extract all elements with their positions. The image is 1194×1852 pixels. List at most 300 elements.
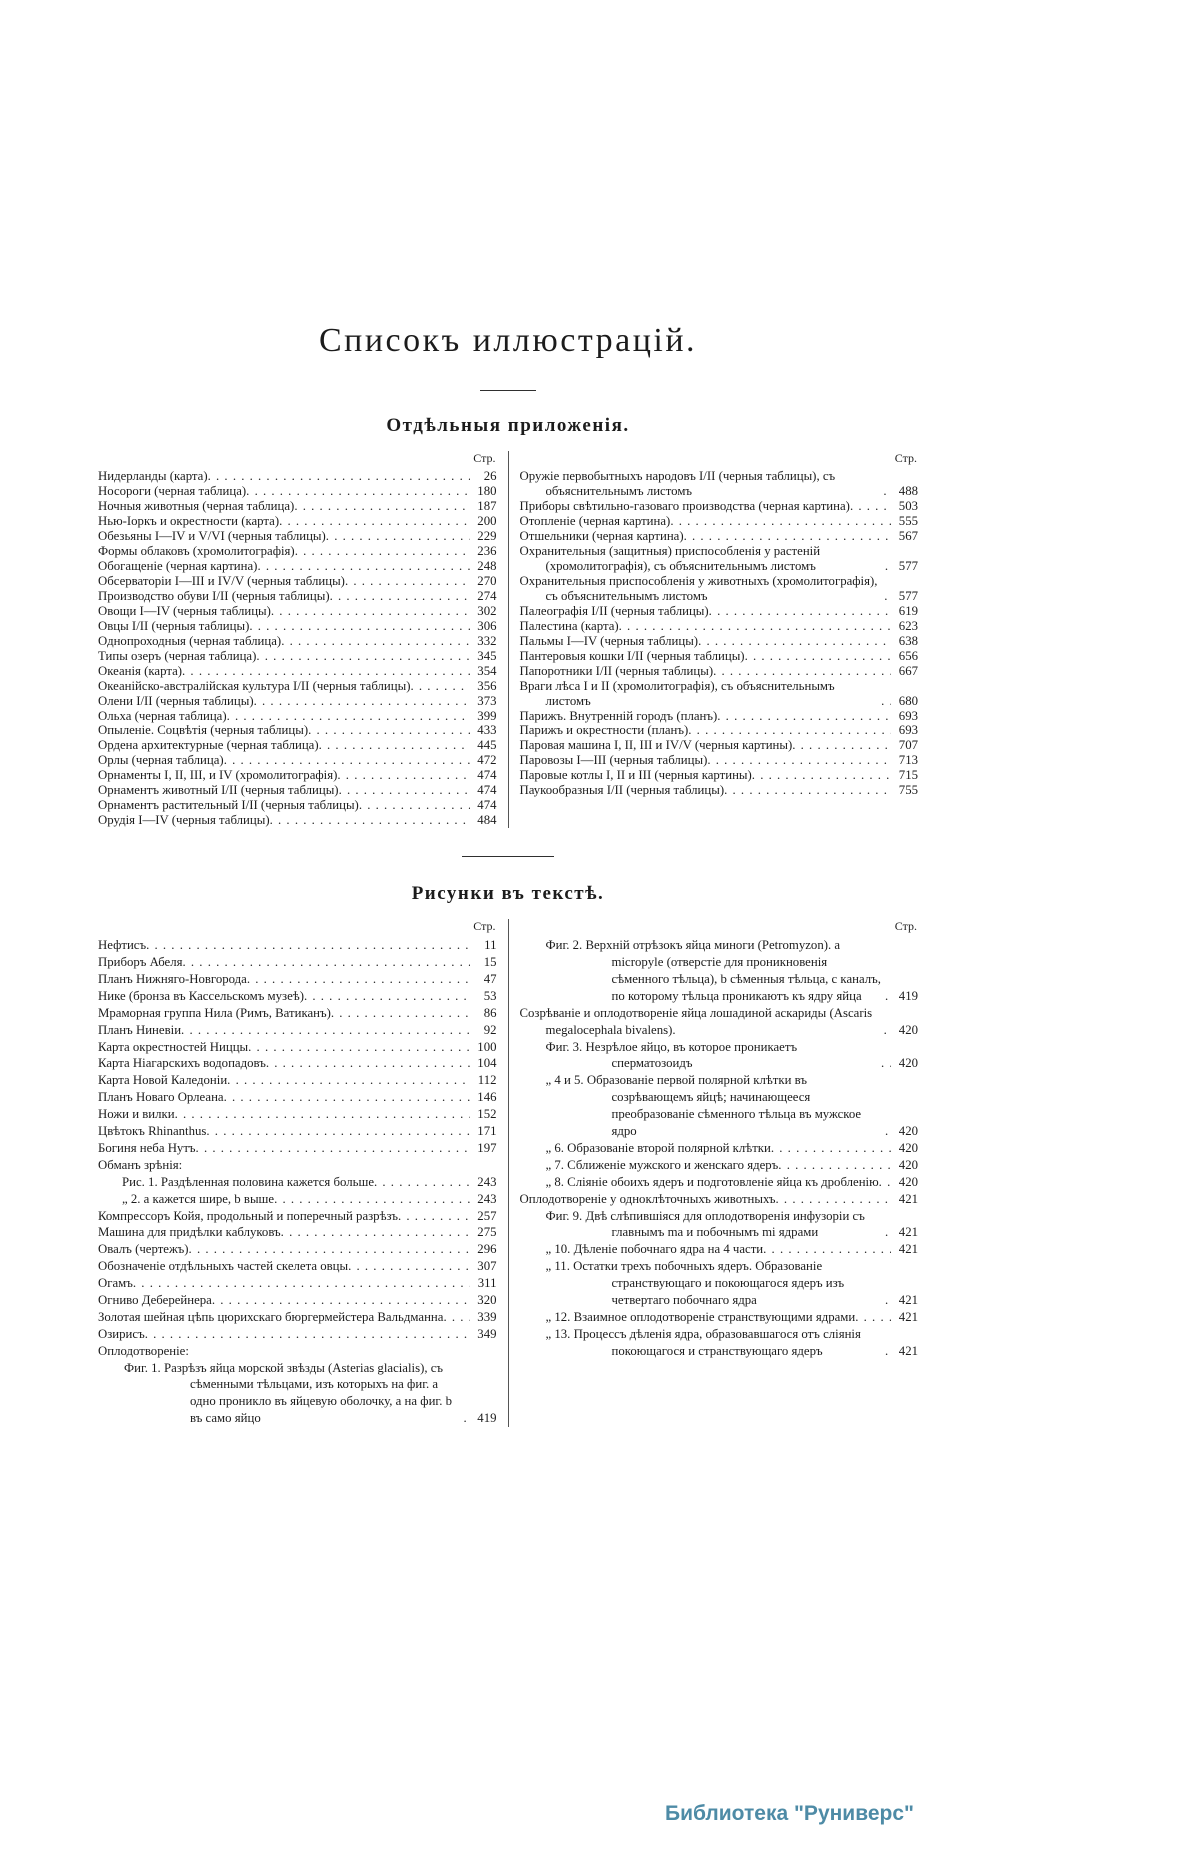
dot-leader — [175, 1106, 470, 1123]
toc-entry — [98, 484, 497, 499]
toc-entry — [98, 954, 497, 971]
toc-entry — [98, 768, 497, 783]
entry-label: Обозначеніе отдѣльныхъ частей скелета овцы — [98, 1259, 349, 1274]
toc-entry — [98, 738, 497, 753]
entry-page-number: 11 — [484, 938, 497, 953]
entry-label: Ножи и вилки — [98, 1107, 175, 1122]
plates-left-column — [98, 451, 497, 828]
entry-page-number: 236 — [477, 543, 497, 558]
entry-page-number: 623 — [898, 618, 918, 633]
entry-page-number: 474 — [477, 798, 497, 813]
entry-label: Компрессоръ Койя, продольный и поперечный разрѣзъ — [98, 1208, 398, 1223]
dot-leader — [724, 783, 891, 798]
entry-label: Планъ Нижняго-Новгорода — [98, 972, 247, 987]
toc-entry — [98, 1123, 497, 1140]
toc-entry — [98, 619, 497, 634]
toc-entry — [520, 574, 919, 604]
toc-entry — [98, 514, 497, 529]
toc-entry — [98, 469, 497, 484]
dot-leader — [792, 738, 891, 753]
dot-leader — [855, 1309, 891, 1326]
entry-page-number: 567 — [898, 528, 918, 543]
toc-entry — [98, 529, 497, 544]
toc-entry — [520, 679, 919, 709]
toc-entry — [98, 1022, 497, 1039]
entry-label: Приборы свѣтильно-газоваго производства (черная картина) — [519, 498, 850, 513]
dot-leader — [246, 484, 469, 499]
figures-columns — [98, 919, 918, 1427]
plates-right-list — [520, 469, 919, 798]
dot-leader — [145, 1326, 470, 1343]
entry-label: Обсерваторіи I—III и IV/V (черныя таблицы) — [98, 573, 345, 588]
entry-page-number: 667 — [898, 663, 918, 678]
entry-label: Паровая машина I, II, III и IV/V (черныя картины) — [519, 738, 793, 753]
toc-entry — [98, 649, 497, 664]
entry-label: Пальмы I—IV (черныя таблицы) — [519, 633, 699, 648]
entry-page-number: 420 — [898, 1174, 918, 1189]
entry-page-number: 275 — [477, 1225, 497, 1240]
toc-entry — [98, 559, 497, 574]
entry-label: Отшельники (черная картина) — [519, 528, 684, 543]
dot-leader — [257, 559, 469, 574]
dot-leader — [281, 1224, 470, 1241]
dot-leader — [883, 484, 891, 499]
entry-label: Фиг. 1. Разрѣзъ яйца морской звѣзды (Asterias glacialis), съ сѣменными тѣльцами, изъ которыхъ на фиг. a одно проникло въ яйцевую оболочку, а на фиг. b въ само яйцо — [124, 1360, 453, 1426]
entry-page-number: 349 — [477, 1326, 497, 1341]
entry-page-number: 197 — [477, 1140, 497, 1155]
entry-label: Однопроходныя (черная таблица) — [98, 633, 282, 648]
toc-entry — [98, 1326, 497, 1343]
entry-label: Парижъ. Внутренній городъ (планъ) — [519, 708, 718, 723]
entry-label: Ночныя животныя (черная таблица) — [98, 498, 295, 513]
dot-leader — [326, 529, 470, 544]
dot-leader — [274, 1191, 469, 1208]
entry-label: „ 13. Процессъ дѣленія ядра, образовавшагося отъ сліянія покоющагося и странствующаго ядеръ — [545, 1326, 861, 1358]
page-column-header: Стр. — [473, 919, 496, 934]
entry-label: Оплодотвореніе у одноклѣточныхъ животныхъ — [519, 1191, 776, 1206]
toc-entry — [98, 1224, 497, 1241]
entry-label: „ 8. Сліяніе обоихъ ядеръ и подготовленіе яйца къ дробленію — [545, 1174, 879, 1189]
entry-label: „ 10. Дѣленіе побочнаго ядра на 4 части — [545, 1242, 764, 1257]
page-title: Списокъ иллюстрацій. — [318, 322, 698, 359]
toc-entry — [520, 723, 919, 738]
dot-leader — [619, 619, 891, 634]
dot-leader — [270, 813, 470, 828]
entry-page-number: 307 — [477, 1259, 497, 1274]
toc-entry — [520, 1241, 919, 1258]
entry-page-number: 243 — [477, 1191, 497, 1206]
entry-label: „ 2. a кажется шире, b выше — [122, 1191, 275, 1206]
toc-entry — [98, 1208, 497, 1225]
dot-leader — [330, 589, 470, 604]
entry-label: Оружіе первобытныхъ народовъ I/II (черныя таблицы), съ объяснительнымъ листомъ — [519, 469, 836, 498]
dot-leader — [752, 768, 891, 783]
entry-label: Огамъ — [98, 1276, 133, 1291]
toc-entry — [98, 937, 497, 954]
dot-leader — [745, 649, 891, 664]
entry-label: Нефтисъ — [98, 938, 147, 953]
entry-page-number: 306 — [477, 618, 497, 633]
entry-page-number: 152 — [477, 1107, 497, 1122]
entry-label: Орлы (черная таблица) — [98, 753, 224, 768]
toc-entry — [520, 1140, 919, 1157]
entry-page-number: 713 — [898, 753, 918, 768]
dot-leader — [254, 694, 470, 709]
entry-label: Орнаментъ растительный I/II (черныя таблицы) — [98, 798, 359, 813]
entry-page-number: 420 — [898, 1022, 918, 1037]
entry-page-number: 693 — [898, 723, 918, 738]
entry-page-number: 53 — [483, 988, 497, 1003]
toc-entry — [520, 469, 919, 499]
dot-leader — [227, 709, 470, 724]
dot-leader — [183, 954, 470, 971]
entry-label: Ольха (черная таблица) — [98, 708, 227, 723]
entry-page-number: 354 — [477, 663, 497, 678]
toc-entry — [520, 709, 919, 724]
entry-label: Приборъ Абеля — [98, 955, 183, 970]
dot-leader — [881, 1055, 891, 1072]
figures-right-column — [520, 919, 919, 1427]
entry-label: Золотая шейная цѣпь цюрихскаго бюргермейстера Вальдманна — [98, 1309, 444, 1324]
entry-label: Овалъ (чертежъ) — [98, 1242, 189, 1257]
dot-leader — [850, 499, 891, 514]
entry-label: Паровозы I—III (черныя таблицы) — [519, 753, 708, 768]
toc-entry — [98, 1174, 497, 1191]
entry-label: Нидерланды (карта) — [98, 469, 208, 483]
toc-entry — [520, 753, 919, 768]
toc-entry — [98, 1241, 497, 1258]
entry-label: Планъ Ниневіи — [98, 1022, 182, 1037]
dot-leader — [133, 1275, 470, 1292]
entry-label: „ 4 и 5. Образованіе первой полярной клѣтки въ созрѣвающемъ яйцѣ; начинающееся преобразованіе сѣменного тѣльца въ мужское ядро — [545, 1073, 862, 1139]
entry-label: Нью-Іоркъ и окрестности (карта) — [98, 513, 280, 528]
entry-page-number: 707 — [898, 738, 918, 753]
entry-label: Карта Новой Каледоніи — [98, 1073, 228, 1088]
toc-entry — [520, 783, 919, 798]
entry-label: Оплодотвореніе: — [98, 1343, 189, 1358]
toc-entry — [98, 798, 497, 813]
entry-label: Парижъ и окрестности (планъ) — [519, 723, 689, 738]
toc-entry — [98, 1258, 497, 1275]
dot-leader — [248, 1039, 469, 1056]
entry-label: „ 12. Взаимное оплодотвореніе странствующими ядрами — [545, 1309, 856, 1324]
entry-label: Овцы I/II (черныя таблицы) — [98, 618, 250, 633]
entry-page-number: 693 — [898, 708, 918, 723]
entry-label: Обогащеніе (черная картина) — [98, 558, 258, 573]
entry-page-number: 420 — [898, 1124, 918, 1139]
toc-entry — [98, 1292, 497, 1309]
entry-page-number: 47 — [483, 972, 497, 987]
entry-page-number: 345 — [477, 648, 497, 663]
entry-label: Обезьяны I—IV и V/VI (черныя таблицы) — [98, 528, 326, 543]
toc-entry — [520, 1191, 919, 1208]
entry-page-number: 419 — [477, 1411, 497, 1426]
entry-page-number: 420 — [898, 1157, 918, 1172]
dot-leader — [443, 1309, 469, 1326]
entry-page-number: 577 — [898, 588, 918, 603]
toc-entry — [98, 1140, 497, 1157]
entry-page-number: 503 — [898, 498, 918, 513]
dot-leader — [684, 529, 891, 544]
entry-label: Океанія (карта) — [98, 663, 183, 678]
entry-page-number: 187 — [477, 498, 497, 513]
entry-label: Враги лѣса I и II (хромолитографія), съ объяснительнымъ листомъ — [519, 678, 835, 708]
entry-page-number: 421 — [898, 1343, 918, 1358]
plates-columns — [98, 451, 918, 828]
dot-leader — [359, 798, 470, 813]
entry-page-number: 146 — [477, 1090, 497, 1105]
entry-page-number: 488 — [898, 483, 918, 498]
column-divider — [508, 451, 509, 828]
toc-entry — [98, 574, 497, 589]
dot-leader — [256, 649, 469, 664]
entry-label: Фиг. 2. Верхній отрѣзокъ яйца миноги (Petromyzon). a micropyle (отверстіе для проникновенія сѣменного тѣльца), b сѣменныя тѣльца, c каналъ, по которому тѣльца проникаютъ къ ядру яйца — [545, 938, 881, 1003]
entry-page-number: 420 — [898, 1056, 918, 1071]
entry-label: Охранительныя (защитныя) приспособленія у растеній (хромолитографія), съ объяснительнымъ листомъ — [519, 543, 821, 573]
entry-label: „ 11. Остатки трехъ побочныхъ ядеръ. Образованіе странствующаго и покоющагося ядеръ изъ четвертаго побочнаго ядра — [545, 1259, 845, 1307]
page-column-header: Стр. — [894, 919, 917, 934]
toc-entry — [520, 664, 919, 679]
page-column-header: Стр. — [473, 451, 496, 465]
entry-label: Отопленіе (черная картина) — [519, 513, 671, 528]
entry-label: Мраморная группа Нила (Римъ, Ватиканъ) — [98, 1005, 331, 1020]
dot-leader — [189, 1241, 470, 1258]
toc-entry — [520, 649, 919, 664]
entry-page-number: 421 — [898, 1191, 918, 1206]
entry-label: Озирисъ — [98, 1326, 145, 1341]
entry-page-number: 112 — [477, 1073, 497, 1088]
library-watermark: Библиотека "Руниверс" — [664, 1802, 914, 1825]
entry-page-number: 171 — [477, 1124, 497, 1139]
toc-entry — [520, 1326, 919, 1360]
toc-entry — [520, 1309, 919, 1326]
entry-page-number: 15 — [483, 955, 497, 970]
entry-label: Типы озеръ (черная таблица) — [98, 648, 257, 663]
entry-page-number: 229 — [477, 528, 497, 543]
dot-leader — [227, 1072, 469, 1089]
entry-label: Формы облаковъ (хромолитографія) — [98, 543, 295, 558]
entry-label: Палестина (карта) — [519, 618, 619, 633]
toc-entry — [98, 783, 497, 798]
toc-entry — [520, 514, 919, 529]
toc-entry — [98, 634, 497, 649]
toc-entry — [520, 1157, 919, 1174]
entry-page-number: 421 — [898, 1242, 918, 1257]
entry-label: Фиг. 3. Незрѣлое яйцо, въ которое проникаетъ сперматозоидъ — [545, 1039, 798, 1071]
figures-left-column — [98, 919, 497, 1427]
entry-page-number: 680 — [898, 693, 918, 708]
toc-entry — [98, 1055, 497, 1072]
dot-leader — [224, 753, 470, 768]
dot-leader — [778, 1157, 891, 1174]
dot-leader — [884, 1022, 891, 1039]
entry-label: Планъ Новаго Орлеана — [98, 1090, 224, 1105]
entry-label: Цвѣтокъ Rhinanthus — [98, 1124, 207, 1139]
entry-page-number: 755 — [898, 783, 918, 798]
dot-leader — [337, 768, 469, 783]
dot-leader — [374, 1174, 470, 1191]
dot-leader — [776, 1191, 891, 1208]
dot-leader — [208, 469, 470, 484]
toc-entry — [98, 1089, 497, 1106]
toc-entry — [98, 1343, 497, 1360]
figures-left-list — [98, 937, 497, 1427]
entry-label: „ 6. Образованіе второй полярной клѣтки — [545, 1140, 771, 1155]
toc-entry — [520, 1258, 919, 1309]
dot-leader — [281, 634, 469, 649]
entry-page-number: 243 — [477, 1174, 497, 1189]
toc-entry — [98, 709, 497, 724]
entry-label: Производство обуви I/II (черныя таблицы) — [98, 588, 330, 603]
dot-leader — [670, 514, 891, 529]
toc-entry — [98, 694, 497, 709]
dot-leader — [410, 679, 469, 694]
entry-page-number: 619 — [898, 603, 918, 618]
entry-label: Охранительныя приспособленія у животныхъ (хромолитографія), съ объяснительнымъ листомъ — [519, 573, 878, 603]
toc-entry — [520, 1072, 919, 1140]
dot-leader — [181, 1022, 469, 1039]
entry-page-number: 311 — [477, 1276, 497, 1291]
entry-page-number: 420 — [898, 1140, 918, 1155]
entry-label: Орнаменты I, II, III, и IV (хромолитографія) — [98, 768, 338, 783]
page-column-header: Стр. — [894, 451, 917, 465]
dot-leader — [247, 971, 470, 988]
entry-page-number: 399 — [477, 708, 497, 723]
entry-label: Носороги (черная таблица) — [98, 483, 247, 498]
toc-entry — [98, 1157, 497, 1174]
toc-entry — [520, 1208, 919, 1242]
entry-label: Орнаментъ животный I/II (черныя таблицы) — [98, 783, 339, 798]
toc-entry — [98, 679, 497, 694]
entry-label: Пантеровыя кошки I/II (черныя таблицы) — [519, 648, 745, 663]
toc-entry — [520, 937, 919, 1005]
entry-label: Обманъ зрѣнія: — [98, 1157, 183, 1172]
dot-leader — [688, 723, 891, 738]
entry-page-number: 474 — [477, 783, 497, 798]
dot-leader — [398, 1208, 470, 1225]
dot-leader — [295, 544, 470, 559]
toc-entry — [520, 1039, 919, 1073]
entry-page-number: 248 — [477, 558, 497, 573]
dot-leader — [339, 783, 470, 798]
column-divider — [508, 919, 509, 1427]
entry-page-number: 320 — [477, 1292, 497, 1307]
entry-label: Ордена архитектурные (черная таблица) — [98, 738, 319, 753]
entry-page-number: 656 — [898, 648, 918, 663]
section-divider — [462, 856, 554, 857]
entry-page-number: 200 — [477, 513, 497, 528]
toc-entry — [98, 1072, 497, 1089]
figures-right-list — [520, 937, 919, 1359]
dot-leader — [713, 664, 891, 679]
dot-leader — [308, 723, 469, 738]
dot-leader — [294, 499, 469, 514]
toc-entry — [98, 971, 497, 988]
entry-label: Опыленіе. Соцвѣтія (черныя таблицы) — [98, 723, 309, 738]
entry-page-number: 274 — [477, 588, 497, 603]
dot-leader — [884, 589, 891, 604]
dot-leader — [879, 1174, 891, 1191]
dot-leader — [206, 1123, 469, 1140]
entry-page-number: 419 — [898, 988, 918, 1003]
toc-entry — [520, 768, 919, 783]
dot-leader — [182, 664, 469, 679]
dot-leader — [279, 514, 469, 529]
entry-label: Богиня неба Нутъ — [98, 1140, 196, 1155]
toc-entry — [98, 604, 497, 619]
entry-label: Орудія I—IV (черныя таблицы) — [98, 813, 270, 828]
toc-entry — [98, 544, 497, 559]
entry-page-number: 296 — [477, 1242, 497, 1257]
toc-entry — [520, 604, 919, 619]
toc-entry — [520, 544, 919, 574]
entry-page-number: 421 — [898, 1292, 918, 1307]
entry-label: Олени I/II (черныя таблицы) — [98, 693, 254, 708]
toc-entry — [98, 1005, 497, 1022]
toc-entry — [98, 1191, 497, 1208]
entry-label: Созрѣваніе и оплодотвореніе яйца лошадиной аскариды (Ascaris megalocephala bivalens). — [519, 1005, 873, 1037]
entry-page-number: 180 — [477, 483, 497, 498]
entry-page-number: 421 — [898, 1225, 918, 1240]
entry-page-number: 100 — [477, 1039, 497, 1054]
entry-page-number: 638 — [898, 633, 918, 648]
toc-entry — [520, 738, 919, 753]
section-plates-heading: Отдѣльныя приложенія. — [386, 415, 630, 436]
entry-page-number: 445 — [477, 738, 497, 753]
toc-entry — [520, 1005, 919, 1039]
toc-entry — [98, 1275, 497, 1292]
toc-entry — [98, 664, 497, 679]
toc-entry — [98, 988, 497, 1005]
entry-page-number: 474 — [477, 768, 497, 783]
dot-leader — [717, 709, 891, 724]
dot-leader — [249, 619, 469, 634]
entry-label: Овощи I—IV (черныя таблицы) — [98, 603, 271, 618]
entry-label: Карта Ніагарскихъ водопадовъ — [98, 1056, 266, 1071]
dot-leader — [146, 937, 469, 954]
entry-page-number: 472 — [477, 753, 497, 768]
dot-leader — [345, 574, 470, 589]
toc-entry — [98, 753, 497, 768]
toc-entry — [98, 1360, 497, 1428]
dot-leader — [763, 1241, 891, 1258]
entry-label: Океанійско-австралійская культура I/II (черныя таблицы) — [98, 678, 411, 693]
entry-page-number: 257 — [477, 1208, 497, 1223]
toc-entry — [520, 529, 919, 544]
entry-label: Рис. 1. Раздѣленная половина кажется больше — [122, 1174, 374, 1189]
dot-leader — [707, 753, 891, 768]
entry-page-number: 421 — [898, 1309, 918, 1324]
toc-entry — [520, 619, 919, 634]
title-divider — [480, 390, 536, 391]
dot-leader — [266, 1055, 470, 1072]
section-text-figures — [98, 883, 918, 1427]
entry-page-number: 86 — [483, 1005, 497, 1020]
entry-page-number: 356 — [477, 678, 497, 693]
entry-page-number: 339 — [477, 1309, 497, 1324]
toc-entry — [98, 1039, 497, 1056]
entry-label: Фиг. 9. Двѣ слѣпившіяся для оплодотворенія инфузоріи съ главнымъ ma и побочнымъ mi ядрами — [545, 1208, 865, 1240]
entry-page-number: 577 — [898, 558, 918, 573]
toc-entry — [98, 499, 497, 514]
entry-label: Нике (бронза въ Кассельскомъ музеѣ) — [98, 988, 304, 1003]
entry-page-number: 270 — [477, 573, 497, 588]
toc-entry — [98, 1106, 497, 1123]
page-content — [98, 322, 918, 1427]
entry-label: Машина для придѣлки каблуковъ — [98, 1225, 281, 1240]
dot-leader — [224, 1089, 470, 1106]
section-plates — [98, 415, 918, 828]
